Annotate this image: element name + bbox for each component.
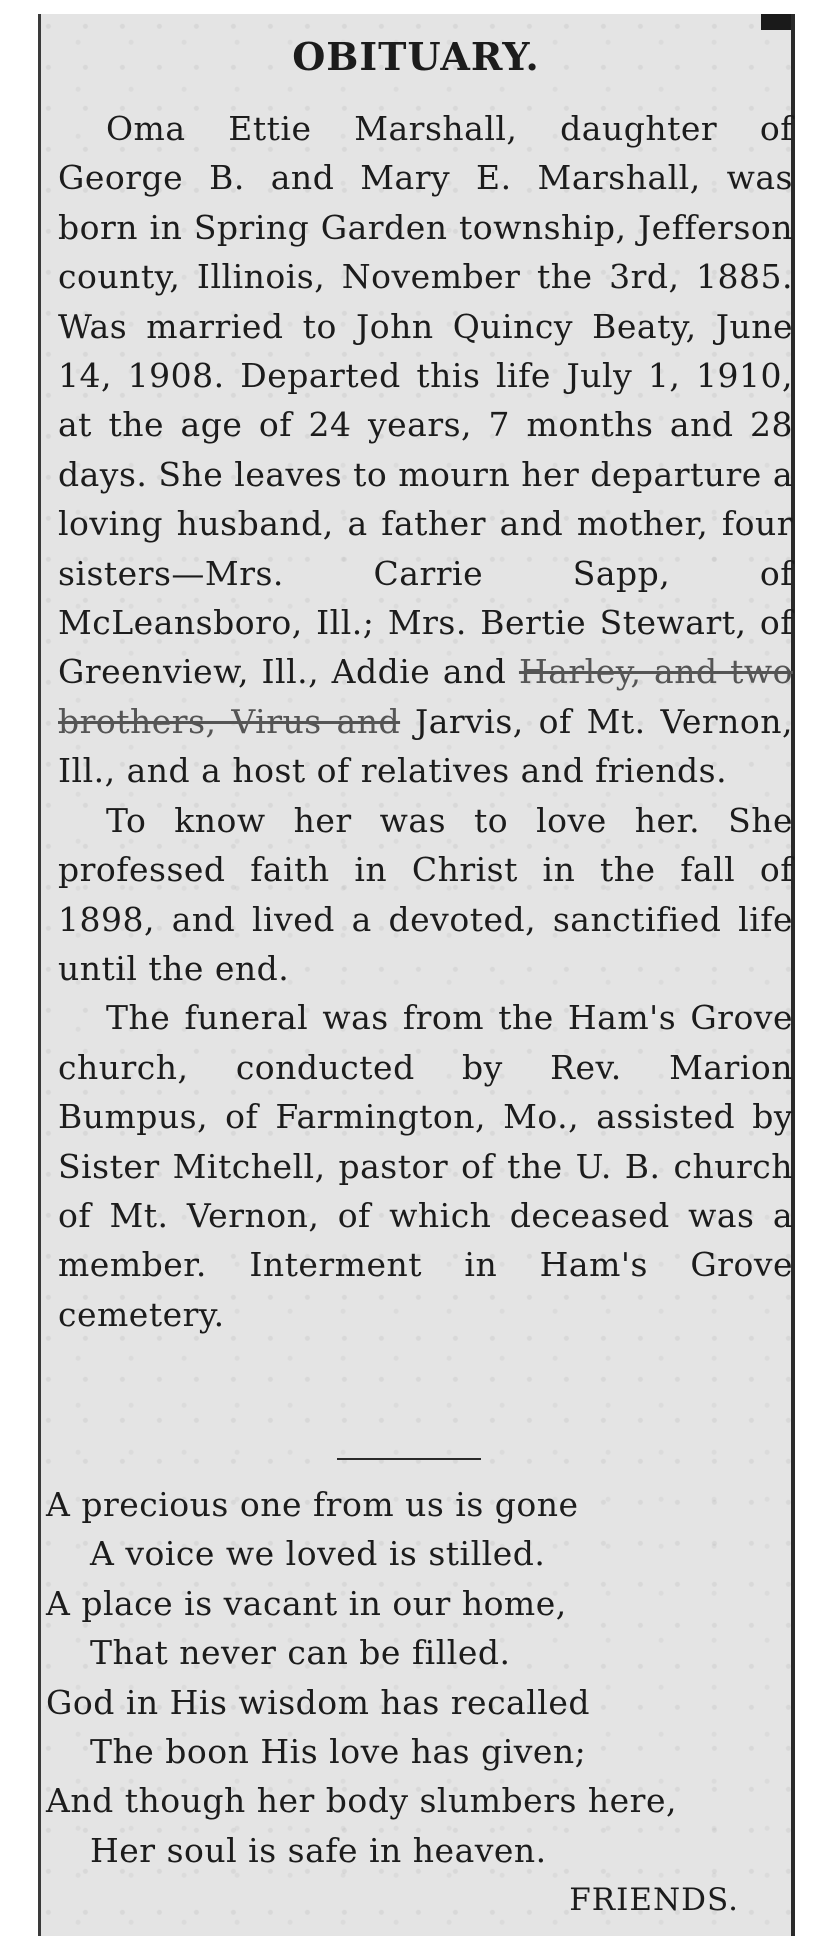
poem-line: The boon His love has given; (90, 1732, 587, 1772)
paragraph-biography-end: Jarvis, of Mt. Vernon, Ill., and a host of relatives and friends. (58, 701, 794, 791)
paragraph-biography (58, 104, 793, 796)
paragraph-faith: To know her was to love her. She professed faith in Christ in the fall of 1898, and lived a devoted, sanctified life until the end. (58, 800, 793, 988)
obituary-body (58, 104, 793, 1339)
poem-line: A voice we loved is stilled. (90, 1534, 546, 1574)
poem-line: God in His wisdom has recalled (46, 1682, 590, 1722)
memorial-poem (46, 1480, 786, 1875)
poem-line: A precious one from us is gone (46, 1485, 579, 1524)
section-divider (337, 1458, 481, 1460)
paragraph-funeral: The funeral was from the Ham's Grove church, conducted by Rev. Marion Bumpus, of Farmington, Mo., assisted by Sister Mitchell, pastor of the U. B. church of Mt. Vernon, of which deceased was a member. Interment in Ham's Grove cemetery. (58, 998, 793, 1334)
signature: FRIENDS. (569, 1882, 739, 1918)
poem-line: A place is vacant in our home, (46, 1583, 567, 1623)
scan-edge (761, 14, 791, 30)
poem-line: And though her body slumbers here, (46, 1781, 677, 1821)
poem-line: Her soul is safe in heaven. (90, 1830, 547, 1870)
newspaper-clipping (38, 14, 795, 1936)
struck-line: Harley, and two brothers, Virus and (58, 652, 793, 741)
poem-line: That never can be filled. (90, 1633, 511, 1673)
paragraph-biography-text: Oma Ettie Marshall, daughter of George B. and Mary E. Marshall, was born in Spring Garden township, Jefferson county, Illinois, November the 3rd, 1885. Was married to John Quincy Beaty, June 14, 1908. Departed this life July 1, 1910, at the age of 24 years, 7 months and 28 days. She leaves to mourn her departure a loving husband, a father and mother, four sisters—Mrs. Carrie Sapp, of McLeansboro, Ill.; Mrs. Bertie Stewart, of Greenview, Ill., Addie and (58, 109, 793, 692)
obituary-title: OBITUARY. (292, 34, 540, 79)
